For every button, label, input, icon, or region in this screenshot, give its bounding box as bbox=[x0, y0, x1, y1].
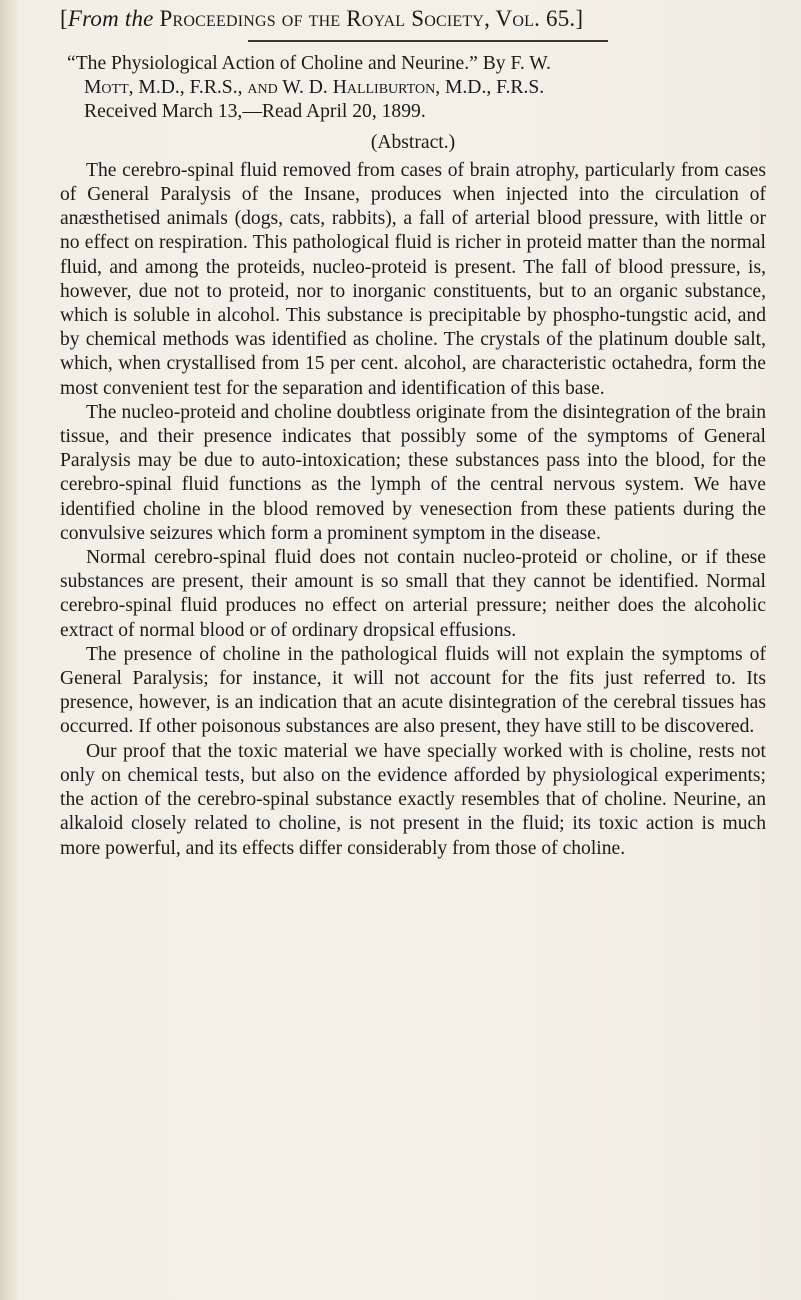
paragraph-2: The nucleo-proteid and choline doubtless originate from the disintegration of the brain tissue, and their presence indicates that possibly some of the symptoms of General Paralysis may be due to auto-intoxication; these substances pass into the blood, for the cerebro-spinal fluid functions as the lymph of the central nervous system. We have identified choline in the blood removed by venesection from these patients during the convulsive seizures which form a prominent symptom in the disease. bbox=[60, 401, 766, 544]
paragraph-1: The cerebro-spinal fluid removed from cases of brain atrophy, particularly from cases of General Paralysis of the Insane, produces when injected into the circulation of anæsthetised animals (dogs, cats, rabbits), a fall of arterial blood pressure, with little or no effect on respiration. This pathological fluid is richer in proteid matter than the normal fluid, and among the proteids, nucleo-proteid is present. The fall of blood pressure, is, however, due not to proteid, nor to inorganic constituents, but to an organic substance, which is soluble in alcohol. This substance is precipitable by phospho-tungstic acid, and by chemical methods was identified as choline. The crystals of the platinum double salt, which, when crystallised from 15 per cent. alcohol, are characteristic octahedra, form the most convenient test for the separation and identification of this base. bbox=[60, 159, 766, 399]
header-bracket: [ bbox=[60, 6, 68, 31]
paragraph-5: Our proof that the toxic material we have specially worked with is choline, rests not only on chemical tests, but also on the evidence afforded by physiological experiments; the action of the cerebro-spinal substance exactly resembles that of choline. Neurine, an alkaloid closely related to choline, is not present in the fluid; its toxic action is much more powerful, and its effects differ considerably from those of choline. bbox=[60, 740, 766, 859]
article-received-line: Received March 13,—Read April 20, 1899. bbox=[84, 101, 426, 123]
header-journal: Proceedings of the Royal Society, Vol. 65.] bbox=[159, 6, 584, 31]
binding-shadow bbox=[0, 0, 20, 1300]
header-italic: From the bbox=[67, 6, 154, 31]
paragraph-3: Normal cerebro-spinal fluid does not contain nucleo-proteid or choline, or if these substances are present, their amount is so small that they cannot be identified. Normal cerebro-spinal fluid produces no effect on arterial pressure; neither does the alcoholic extract of normal blood or of ordinary dropsical effusions. bbox=[60, 547, 766, 641]
header-rule bbox=[248, 40, 608, 42]
article-authors-line: Mott, M.D., F.R.S., and W. D. Halliburton, M.D., F.R.S. bbox=[84, 77, 545, 99]
running-header bbox=[60, 6, 760, 32]
article-body bbox=[60, 52, 766, 861]
article-title-line-1: “The Physiological Action of Choline and Neurine.” By F. W. bbox=[67, 53, 551, 74]
abstract-heading: (Abstract.) bbox=[370, 131, 456, 153]
paragraph-4: The presence of choline in the pathological fluids will not explain the symptoms of General Paralysis; for instance, it will not account for the fits just referred to. Its presence, however, is an indication that an acute disintegration of the cerebral tissues has occurred. If other poisonous substances are also present, they have still to be discovered. bbox=[60, 643, 766, 738]
